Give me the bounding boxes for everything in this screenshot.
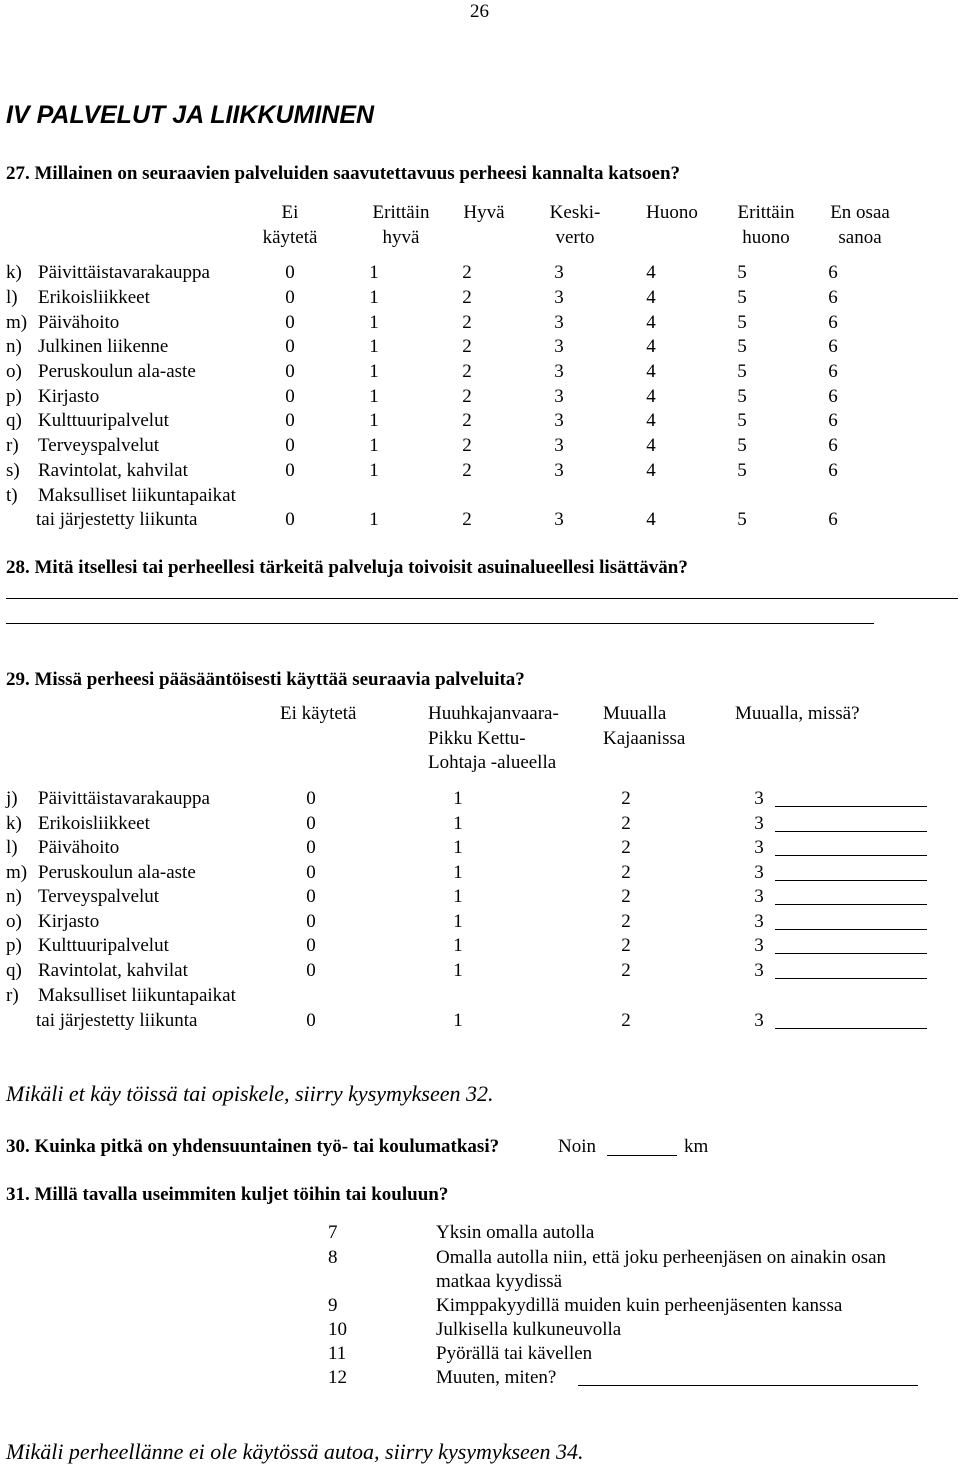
q29-header-2-line0: Muualla (603, 703, 667, 724)
q29-row-label: Erikoisliikkeet (38, 813, 150, 834)
q29-option[interactable]: 2 (621, 837, 631, 858)
q29-row-letter: q) (6, 960, 22, 981)
q27-option[interactable]: 4 (646, 460, 656, 481)
q27-row-label: Ravintolat, kahvilat (38, 460, 188, 481)
q27-option[interactable]: 6 (828, 336, 838, 357)
q27-option[interactable]: 5 (737, 336, 747, 357)
q27-header-0-line1: Ei (281, 202, 299, 223)
q27-row-letter: m) (6, 312, 28, 333)
q27-option[interactable]: 6 (828, 287, 838, 308)
q27-option[interactable]: 4 (646, 312, 656, 333)
q27-option[interactable]: 0 (285, 410, 295, 431)
q27-option[interactable]: 4 (646, 435, 656, 456)
q29-elsewhere-field[interactable] (775, 904, 927, 905)
q27-row-letter: t) (6, 485, 18, 506)
q29-option[interactable]: 0 (306, 813, 316, 834)
q27-header-0-line2: käytetä (262, 227, 318, 248)
q27-row-letter: l) (6, 287, 18, 308)
q29-elsewhere-field[interactable] (775, 978, 927, 979)
q27-option[interactable]: 0 (285, 262, 295, 283)
q29-elsewhere-field[interactable] (775, 929, 927, 930)
q31-option-text: Yksin omalla autolla (436, 1222, 595, 1243)
q27-option[interactable]: 1 (369, 386, 379, 407)
q27-row-label: Kulttuuripalvelut (38, 410, 169, 431)
q27-option[interactable]: 3 (554, 361, 564, 382)
q29-option[interactable]: 1 (453, 886, 463, 907)
q29-elsewhere-field[interactable] (775, 806, 927, 807)
q27-row-label: Julkinen liikenne (38, 336, 169, 357)
q27-option[interactable]: 4 (646, 509, 656, 530)
q29-row-label: Päivähoito (38, 837, 120, 858)
q29-row-letter: j) (6, 788, 18, 809)
q29-row-letter: r) (6, 985, 19, 1006)
q27-option[interactable]: 2 (462, 386, 472, 407)
q27-option[interactable]: 1 (369, 287, 379, 308)
q27-option[interactable]: 0 (285, 336, 295, 357)
q27-option[interactable]: 2 (462, 361, 472, 382)
q27-option[interactable]: 2 (462, 287, 472, 308)
q31-other-field[interactable] (578, 1385, 918, 1386)
q27-header-5-line2: huono (742, 227, 790, 248)
q27-option[interactable]: 0 (285, 312, 295, 333)
q29-header-1-line1: Pikku Kettu- (428, 727, 526, 749)
q29-option[interactable]: 3 (754, 788, 764, 809)
q29-option[interactable]: 3 (754, 813, 764, 834)
q28-answer-line-2[interactable] (6, 623, 874, 624)
q29-option[interactable]: 0 (306, 960, 316, 981)
q27-header-5-line1: Erittäin (737, 202, 795, 223)
q29-row-label-cont: tai järjestetty liikunta (36, 1010, 198, 1031)
q29-row-label: Ravintolat, kahvilat (38, 960, 188, 981)
q29-elsewhere-field[interactable] (775, 855, 927, 856)
q27-option[interactable]: 1 (369, 460, 379, 481)
q29-row-letter: l) (6, 837, 18, 858)
q29-row-label: Terveyspalvelut (38, 886, 160, 907)
q29-option[interactable]: 3 (754, 960, 764, 981)
q27-option[interactable]: 6 (828, 386, 838, 407)
q27-option[interactable]: 2 (462, 262, 472, 283)
q29-option[interactable]: 1 (453, 935, 463, 956)
q27-option[interactable]: 6 (828, 262, 838, 283)
q27-option[interactable]: 1 (369, 435, 379, 456)
q27-option[interactable]: 0 (285, 287, 295, 308)
q27-header-3-line2: verto (555, 227, 595, 248)
q27-option[interactable]: 5 (737, 386, 747, 407)
section-title: IV PALVELUT JA LIIKKUMINEN (6, 101, 375, 129)
q27-option[interactable]: 0 (285, 509, 295, 530)
q27-option[interactable]: 6 (828, 435, 838, 456)
q29-option[interactable]: 0 (306, 788, 316, 809)
q27-option[interactable]: 3 (554, 509, 564, 530)
q31-option-text: Julkisella kulkuneuvolla (436, 1319, 622, 1340)
q27-row-letter: n) (6, 336, 22, 357)
q27-row-label-cont: tai järjestetty liikunta (36, 509, 198, 530)
q27-option[interactable]: 6 (828, 509, 838, 530)
q29-option[interactable]: 2 (621, 813, 631, 834)
q27-option[interactable]: 6 (828, 312, 838, 333)
q27-row-label: Kirjasto (38, 386, 100, 407)
q31-option-code[interactable]: 7 (328, 1222, 338, 1243)
q29-option[interactable]: 3 (754, 935, 764, 956)
q29-question: 29. Missä perheesi pääsääntöisesti käyttää seuraavia palveluita? (6, 669, 525, 690)
q27-row-label: Päivähoito (38, 312, 120, 333)
q27-option[interactable]: 5 (737, 361, 747, 382)
q29-option[interactable]: 1 (453, 788, 463, 809)
q27-option[interactable]: 4 (646, 287, 656, 308)
q27-header-3-line1: Keski- (549, 202, 601, 223)
q29-row-letter: m) (6, 862, 28, 883)
q29-elsewhere-field[interactable] (775, 831, 927, 832)
q28-answer-line-1[interactable] (6, 598, 958, 599)
q30-unit: km (684, 1136, 709, 1157)
q29-option[interactable]: 0 (306, 886, 316, 907)
q27-option[interactable]: 5 (737, 435, 747, 456)
q29-row-label: Maksulliset liikuntapaikat (38, 985, 236, 1006)
q29-option[interactable]: 1 (453, 1010, 463, 1031)
q29-option[interactable]: 1 (453, 960, 463, 981)
q27-option[interactable]: 2 (462, 336, 472, 357)
q27-option[interactable]: 0 (285, 361, 295, 382)
q29-option[interactable]: 2 (621, 886, 631, 907)
q29-row-label: Päivittäistavarakauppa (38, 788, 210, 809)
q27-option[interactable]: 3 (554, 460, 564, 481)
q27-header-6-line1: En osaa (830, 202, 890, 223)
q29-header-3-line0: Muualla, missä? (735, 703, 860, 724)
q27-row-letter: p) (6, 386, 22, 407)
q29-elsewhere-field[interactable] (775, 1028, 927, 1029)
q27-option[interactable]: 1 (369, 410, 379, 431)
q29-row-label: Peruskoulun ala-aste (38, 862, 196, 883)
q27-option[interactable]: 5 (737, 262, 747, 283)
q27-option[interactable]: 5 (737, 287, 747, 308)
q29-option[interactable]: 1 (453, 862, 463, 883)
q27-option[interactable]: 4 (646, 262, 656, 283)
q29-option[interactable]: 1 (453, 911, 463, 932)
q27-row-letter: s) (6, 460, 20, 481)
q27-option[interactable]: 4 (646, 361, 656, 382)
q27-option[interactable]: 4 (646, 386, 656, 407)
q27-header-1-line1: Erittäin (372, 202, 430, 223)
q31-option-text: Omalla autolla niin, että joku perheenjäsen on ainakin osan (436, 1247, 887, 1268)
q29-option[interactable]: 2 (621, 935, 631, 956)
q30-distance-field[interactable] (607, 1155, 677, 1156)
q29-option[interactable]: 1 (453, 837, 463, 858)
q27-row-label: Erikoisliikkeet (38, 287, 150, 308)
q30-question: 30. Kuinka pitkä on yhdensuuntainen työ- tai koulumatkasi? (6, 1136, 500, 1157)
q31-option-text: Muuten, miten? (436, 1367, 557, 1388)
q29-option[interactable]: 3 (754, 837, 764, 858)
q27-option[interactable]: 6 (828, 410, 838, 431)
q27-option[interactable]: 0 (285, 460, 295, 481)
q29-option[interactable]: 0 (306, 862, 316, 883)
q27-option[interactable]: 4 (646, 336, 656, 357)
skip-note-1: Mikäli et käy töissä tai opiskele, siirry kysymykseen 32. (6, 1081, 494, 1106)
q29-option[interactable]: 2 (621, 911, 631, 932)
q27-row-label: Peruskoulun ala-aste (38, 361, 196, 382)
q29-option[interactable]: 0 (306, 1010, 316, 1031)
q27-option[interactable]: 3 (554, 435, 564, 456)
q27-option[interactable]: 6 (828, 460, 838, 481)
q31-option-text: Kimppakyydillä muiden kuin perheenjäsenten kanssa (436, 1295, 843, 1316)
q31-option-code[interactable]: 9 (328, 1295, 338, 1316)
q27-row-letter: o) (6, 361, 22, 382)
q27-option[interactable]: 5 (737, 509, 747, 530)
q27-option[interactable]: 6 (828, 361, 838, 382)
q29-option[interactable]: 3 (754, 862, 764, 883)
q29-row-letter: k) (6, 813, 22, 834)
q29-row-label: Kulttuuripalvelut (38, 935, 169, 956)
q27-row-letter: q) (6, 410, 22, 431)
q27-option[interactable]: 1 (369, 312, 379, 333)
q27-option[interactable]: 2 (462, 435, 472, 456)
q30-prefix: Noin (558, 1136, 596, 1157)
q29-option[interactable]: 3 (754, 886, 764, 907)
q27-option[interactable]: 3 (554, 386, 564, 407)
q31-option-code[interactable]: 10 (328, 1319, 347, 1340)
skip-note-2: Mikäli perheellänne ei ole käytössä autoa, siirry kysymykseen 34. (6, 1439, 584, 1464)
q27-option[interactable]: 3 (554, 410, 564, 431)
q29-option[interactable]: 2 (621, 1010, 631, 1031)
q27-option[interactable]: 1 (369, 509, 379, 530)
q27-header-6-line2: sanoa (838, 227, 882, 248)
q27-question: 27. Millainen on seuraavien palveluiden saavutettavuus perheesi kannalta katsoen? (6, 163, 681, 184)
q27-option[interactable]: 2 (462, 509, 472, 530)
q27-row-label: Päivittäistavarakauppa (38, 262, 210, 283)
q29-header-1-line0: Huuhkajanvaara- (428, 703, 559, 724)
q27-option[interactable]: 2 (462, 460, 472, 481)
page-number: 26 (470, 1, 489, 22)
q27-row-letter: k) (6, 262, 22, 283)
q27-option[interactable]: 3 (554, 336, 564, 357)
q27-option[interactable]: 1 (369, 361, 379, 382)
q31-option-code[interactable]: 12 (328, 1367, 347, 1388)
q27-option[interactable]: 1 (369, 262, 379, 283)
q27-option[interactable]: 3 (554, 312, 564, 333)
q27-option[interactable]: 4 (646, 410, 656, 431)
q27-header-1-line2: hyvä (382, 227, 420, 248)
q28-question: 28. Mitä itsellesi tai perheellesi tärkeitä palveluja toivoisit asuinalueellesi lisättävän? (6, 557, 688, 578)
q27-row-label: Maksulliset liikuntapaikat (38, 485, 236, 506)
q27-row-label: Terveyspalvelut (38, 435, 160, 456)
q27-option[interactable]: 0 (285, 386, 295, 407)
q29-header-0-line0: Ei käytetä (280, 703, 357, 724)
q27-option[interactable]: 5 (737, 312, 747, 333)
q27-header-4-line1: Huono (646, 202, 698, 223)
q27-option[interactable]: 1 (369, 336, 379, 357)
q31-option-code[interactable]: 11 (328, 1343, 347, 1364)
q29-option[interactable]: 0 (306, 935, 316, 956)
q29-option[interactable]: 0 (306, 911, 316, 932)
q29-option[interactable]: 2 (621, 960, 631, 981)
q29-header-1-line2: Lohtaja -alueella (428, 752, 557, 773)
q29-row-letter: n) (6, 886, 22, 907)
q29-elsewhere-field[interactable] (775, 880, 927, 881)
q29-header-2-line1: Kajaanissa (603, 727, 686, 749)
q27-option[interactable]: 0 (285, 435, 295, 456)
q29-option[interactable]: 0 (306, 837, 316, 858)
q31-question: 31. Millä tavalla useimmiten kuljet töihin tai kouluun? (6, 1184, 449, 1205)
q29-elsewhere-field[interactable] (775, 953, 927, 954)
q27-option[interactable]: 3 (554, 262, 564, 283)
q27-option[interactable]: 5 (737, 460, 747, 481)
q29-option[interactable]: 1 (453, 813, 463, 834)
q29-option[interactable]: 3 (754, 911, 764, 932)
q27-option[interactable]: 3 (554, 287, 564, 308)
q29-row-letter: o) (6, 911, 22, 932)
q29-row-letter: p) (6, 935, 22, 956)
q29-row-label: Kirjasto (38, 911, 100, 932)
q27-option[interactable]: 2 (462, 312, 472, 333)
q27-row-letter: r) (6, 435, 19, 456)
q29-option[interactable]: 2 (621, 862, 631, 883)
q29-option[interactable]: 3 (754, 1010, 764, 1031)
q31-option-text-cont: matkaa kyydissä (436, 1271, 563, 1292)
q31-option-code[interactable]: 8 (328, 1247, 338, 1268)
q31-option-text: Pyörällä tai kävellen (436, 1343, 593, 1364)
q29-option[interactable]: 2 (621, 788, 631, 809)
q27-option[interactable]: 2 (462, 410, 472, 431)
q27-header-2-line1: Hyvä (463, 202, 505, 223)
q27-option[interactable]: 5 (737, 410, 747, 431)
